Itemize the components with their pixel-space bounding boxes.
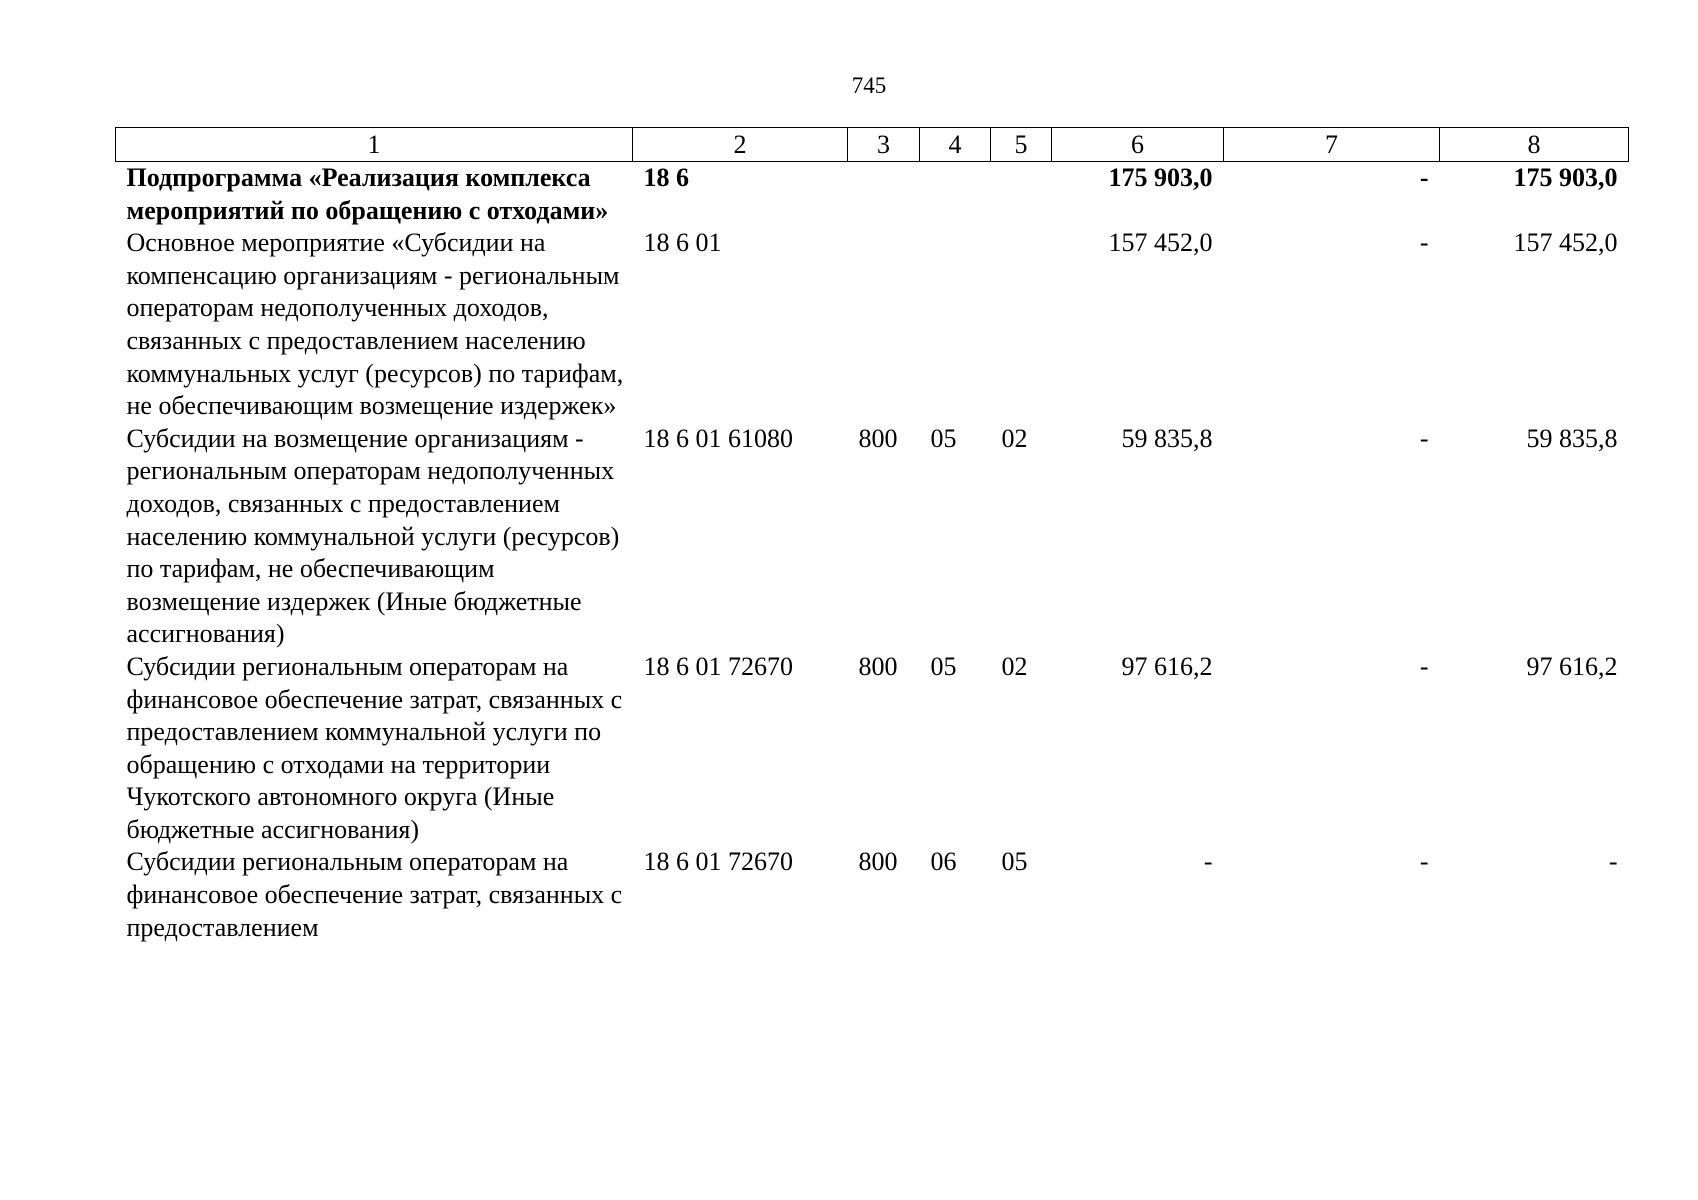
row-name: Подпрограмма «Реализация комплекса мероприятий по обращению с отходами» <box>126 163 609 225</box>
table-row <box>116 227 1629 423</box>
row-code: 18 6 01 61080 <box>643 423 793 453</box>
table-row-subprogram <box>116 162 1629 228</box>
row-col-8: 157 452,0 <box>1513 228 1618 258</box>
budget-table <box>115 127 1629 944</box>
table-row <box>116 651 1629 847</box>
row-col-5: 05 <box>1001 847 1028 877</box>
row-col-3: 800 <box>858 847 898 877</box>
row-col-6: - <box>1203 847 1213 877</box>
row-col-6: 97 616,2 <box>1121 651 1213 681</box>
row-col-3 <box>848 162 920 228</box>
row-col-5: 02 <box>1001 423 1028 453</box>
row-col-6: 59 835,8 <box>1121 423 1213 453</box>
column-header-6: 6 <box>1052 128 1224 162</box>
row-code: 18 6 01 72670 <box>643 651 793 681</box>
row-col-4: 05 <box>930 423 957 453</box>
row-col-6: 157 452,0 <box>1108 228 1213 258</box>
table-header-row <box>116 128 1629 162</box>
row-col-6: 175 903,0 <box>1108 163 1213 192</box>
row-code: 18 6 01 72670 <box>643 847 793 877</box>
column-header-8: 8 <box>1440 128 1629 162</box>
row-col-5: 02 <box>1001 651 1028 681</box>
table-row <box>116 423 1629 651</box>
row-col-3: 800 <box>858 423 898 453</box>
row-col-3 <box>848 227 920 423</box>
row-name: Субсидии на возмещение организациям - региональным операторам недополученных доходов, связанных с предоставлением населению коммунальной услуги (ресурсов) по тарифам, не обеспечивающим возмещение издержек (Иные бюджетные ассигнования) <box>126 423 620 649</box>
row-code: 18 6 01 <box>643 228 722 258</box>
row-col-7: - <box>1419 651 1429 681</box>
row-col-7: - <box>1419 163 1429 192</box>
row-col-4 <box>920 162 991 228</box>
column-header-7: 7 <box>1224 128 1440 162</box>
row-col-8: 175 903,0 <box>1513 163 1618 192</box>
row-col-5 <box>991 227 1052 423</box>
row-col-4: 06 <box>930 847 957 877</box>
row-code: 18 6 <box>643 163 689 192</box>
row-col-4 <box>920 227 991 423</box>
row-col-3: 800 <box>858 651 898 681</box>
row-name: Субсидии региональным операторам на финансовое обеспечение затрат, связанных с предоставлением <box>126 847 623 942</box>
row-col-8: 97 616,2 <box>1526 651 1618 681</box>
row-name: Субсидии региональным операторам на финансовое обеспечение затрат, связанных с предоставлением коммунальной услуги по обращению с отходами на территории Чукотского автономного округа (Иные бюджетные ассигнования) <box>126 651 623 844</box>
column-header-5: 5 <box>991 128 1052 162</box>
row-col-4: 05 <box>930 651 957 681</box>
table-row <box>116 846 1629 944</box>
row-name: Основное мероприятие «Субсидии на компенсацию организациям - региональным операторам недополученных доходов, связанных с предоставлением населению коммунальных услуг (ресурсов) по тарифам, не обеспечивающим возмещение издержек» <box>126 228 624 421</box>
row-col-8: - <box>1608 847 1618 877</box>
page-number: 745 <box>851 73 887 98</box>
column-header-2: 2 <box>633 128 848 162</box>
column-header-3: 3 <box>848 128 920 162</box>
column-header-1: 1 <box>116 128 633 162</box>
row-col-7: - <box>1419 423 1429 453</box>
column-header-4: 4 <box>920 128 991 162</box>
row-col-5 <box>991 162 1052 228</box>
row-col-7: - <box>1419 228 1429 258</box>
row-col-7: - <box>1419 847 1429 877</box>
row-col-8: 59 835,8 <box>1526 423 1618 453</box>
